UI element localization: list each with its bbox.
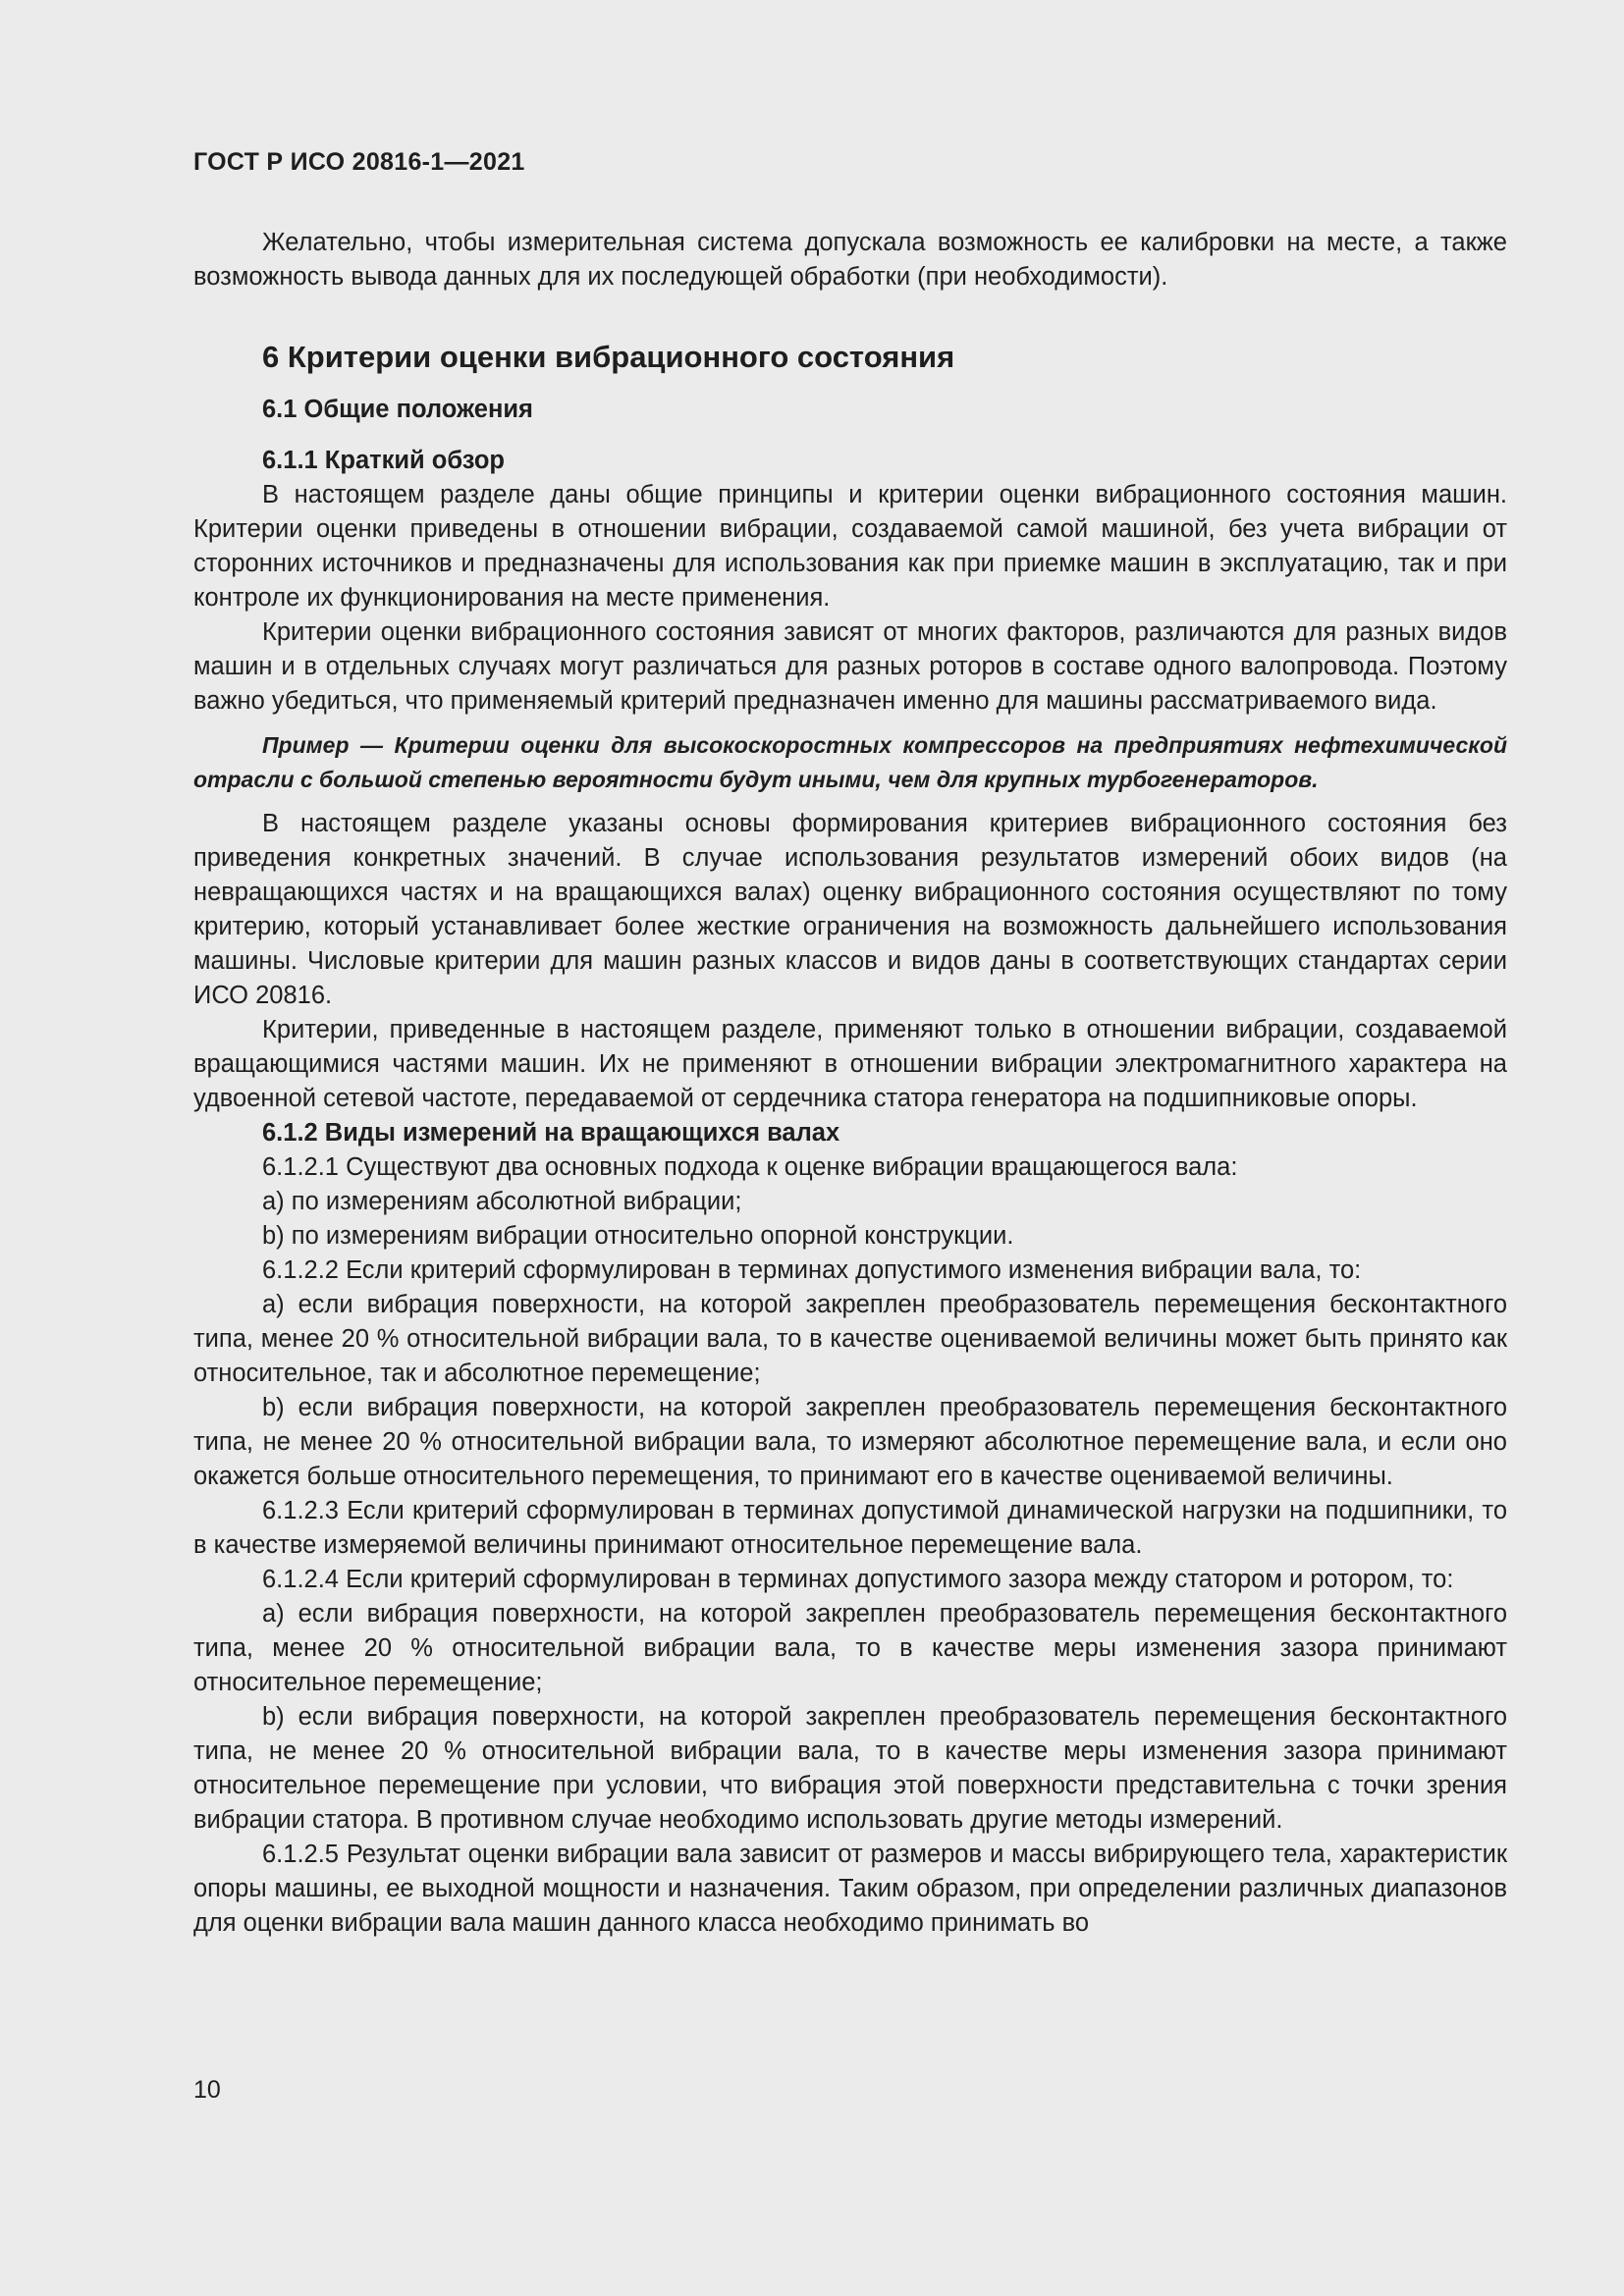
page-number: 10 [193,2076,221,2104]
list-item: b) если вибрация поверхности, на которой закреплен преобразователь перемещения бесконтактного типа, не менее 20 % относительной вибрации вала, то измеряют абсолютное перемещение вала, и если оно окажется больше относительного перемещения, то принимают его в качестве оцениваемой величины. [193,1394,1507,1490]
section-6-1-heading: 6.1 Общие положения [262,396,533,423]
clause-6-1-2-1: 6.1.2.1 Существуют два основных подхода к оценке вибрации вращающегося вала: [262,1153,1238,1181]
intro-paragraph: Желательно, чтобы измерительная система допускала возможность ее калибровки на месте, а также возможность вывода данных для их последующей обработки (при необходимости). [193,229,1507,291]
clause-6-1-2-4: 6.1.2.4 Если критерий сформулирован в терминах допустимого зазора между статором и ротором, то: [262,1566,1454,1593]
list-item: a) если вибрация поверхности, на которой закреплен преобразователь перемещения бесконтактного типа, менее 20 % относительной вибрации вала, то в качестве меры изменения зазора принимают относительное перемещение; [193,1600,1507,1696]
list-item: b) по измерениям вибрации относительно опорной конструкции. [262,1222,1014,1250]
clause-6-1-2-5: 6.1.2.5 Результат оценки вибрации вала зависит от размеров и массы вибрирующего тела, характеристик опоры машины, ее выходной мощности и назначения. Таким образом, при определении различных диапазонов для оценки вибрации вала машин данного класса необходимо принимать во [193,1841,1507,1937]
paragraph: Критерии, приведенные в настоящем разделе, применяют только в отношении вибрации, создаваемой вращающимися частями машин. Их не применяют в отношении вибрации электромагнитного характера на удвоенной сетевой частоте, передаваемой от сердечника статора генератора на подшипниковые опоры. [193,1016,1507,1112]
paragraph: Критерии оценки вибрационного состояния зависят от многих факторов, различаются для разных видов машин и в отдельных случаях могут различаться для разных роторов в составе одного валопровода. Поэтому важно убедиться, что применяемый критерий предназначен именно для машины рассматриваемого вида. [193,618,1507,715]
list-item: a) по измерениям абсолютной вибрации; [262,1188,742,1215]
section-6-1-1-heading: 6.1.1 Краткий обзор [262,447,505,474]
clause-6-1-2-2: 6.1.2.2 Если критерий сформулирован в терминах допустимого изменения вибрации вала, то: [262,1256,1362,1284]
example-note: Пример — Критерии оценки для высокоскоростных компрессоров на предприятиях нефтехимической отрасли с большой степенью вероятности будут иными, чем для крупных турбогенераторов. [193,732,1507,792]
section-6-heading: 6 Критерии оценки вибрационного состояния [262,340,955,374]
page-content [193,226,1507,1941]
paragraph: В настоящем разделе указаны основы формирования критериев вибрационного состояния без приведения конкретных значений. В случае использования результатов измерений обоих видов (на невращающихся частях и на вращающихся валах) оценку вибрационного состояния осуществляют по тому критерию, который устанавливает более жесткие ограничения на возможность дальнейшего использования машины. Числовые критерии для машин разных классов и видов даны в соответствующих стандартах серии ИСО 20816. [193,810,1507,1009]
paragraph: В настоящем разделе даны общие принципы и критерии оценки вибрационного состояния машин. Критерии оценки приведены в отношении вибрации, создаваемой самой машиной, без учета вибрации от сторонних источников и предназначены для использования как при приемке машин в эксплуатацию, так и при контроле их функционирования на месте применения. [193,481,1507,612]
section-6-1-2-heading: 6.1.2 Виды измерений на вращающихся валах [262,1119,840,1147]
document-id-header: ГОСТ Р ИСО 20816-1—2021 [193,148,525,176]
list-item: a) если вибрация поверхности, на которой закреплен преобразователь перемещения бесконтактного типа, менее 20 % относительной вибрации вала, то в качестве оцениваемой величины может быть принято как относительное, так и абсолютное перемещение; [193,1291,1507,1387]
list-item: b) если вибрация поверхности, на которой закреплен преобразователь перемещения бесконтактного типа, не менее 20 % относительной вибрации вала, то в качестве меры изменения зазора принимают относительное перемещение при условии, что вибрация этой поверхности представительна с точки зрения вибрации статора. В противном случае необходимо использовать другие методы измерений. [193,1703,1507,1834]
clause-6-1-2-3: 6.1.2.3 Если критерий сформулирован в терминах допустимой динамической нагрузки на подшипники, то в качестве измеряемой величины принимают относительное перемещение вала. [193,1497,1507,1559]
